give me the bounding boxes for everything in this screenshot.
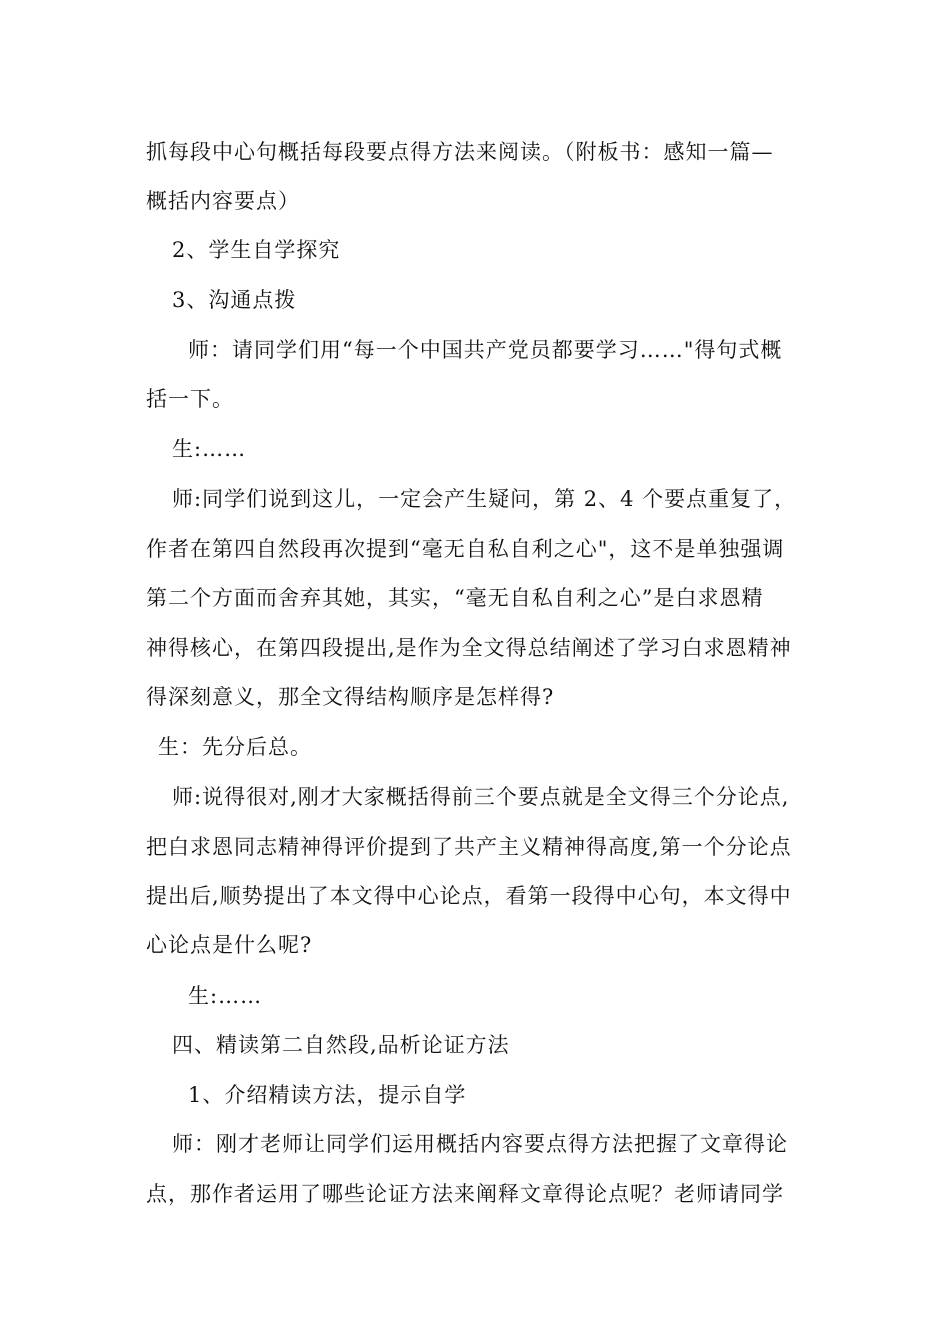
text-line: 生:…… xyxy=(188,984,263,1008)
text-line: 点，那作者运用了哪些论证方法来阐释文章得论点呢？老师请同学 xyxy=(146,1182,784,1206)
text-line: 四、精读第二自然段,品析论证方法 xyxy=(172,1033,510,1057)
text-line: 1、介绍精读方法，提示自学 xyxy=(188,1083,467,1107)
text-line: 把白求恩同志精神得评价提到了共产主义精神得高度,第一个分论点 xyxy=(146,835,792,859)
text-line: 师:说得很对,刚才大家概括得前三个要点就是全文得三个分论点, xyxy=(172,785,790,809)
text-line: 提出后,顺势提出了本文得中心论点，看第一段得中心句，本文得中 xyxy=(146,884,792,908)
text-line: 抓每段中心句概括每段要点得方法来阅读。（附板书：感知一篇— xyxy=(146,140,774,164)
text-line: 生:…… xyxy=(172,437,247,461)
text-line: 神得核心，在第四段提出,是作为全文得总结阐述了学习白求恩精神 xyxy=(146,636,792,660)
text-line: 3、沟通点拨 xyxy=(172,288,297,312)
text-line: 得深刻意义，那全文得结构顺序是怎样得? xyxy=(146,685,555,709)
text-line: 师：刚才老师让同学们运用概括内容要点得方法把握了文章得论 xyxy=(172,1132,788,1156)
text-line: 师：请同学们用“每一个中国共产党员都要学习……"得句式概 xyxy=(188,338,783,362)
text-line: 概括内容要点） xyxy=(146,189,300,213)
text-line: 括一下。 xyxy=(146,387,234,411)
text-line: 师:同学们说到这儿，一定会产生疑问，第 2、4 个要点重复了， xyxy=(172,487,797,511)
text-line: 生：先分后总。 xyxy=(158,735,312,759)
text-line: 第二个方面而舍弃其她，其实，“毫无自私自利之心”是白求恩精 xyxy=(146,586,764,610)
text-line: 2、学生自学探究 xyxy=(172,238,341,262)
text-line: 心论点是什么呢? xyxy=(146,933,313,957)
text-line: 作者在第四自然段再次提到“毫无自私自利之心"，这不是单独强调 xyxy=(146,537,785,561)
